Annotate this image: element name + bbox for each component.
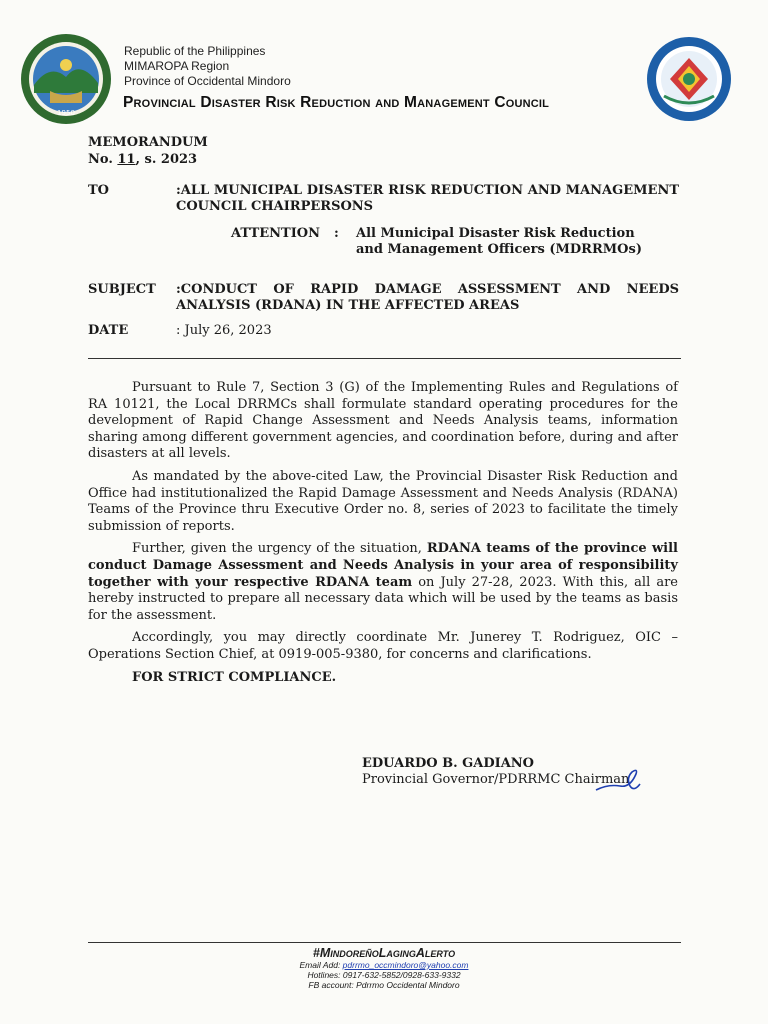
footer-hashtag: #MindoreñoLagingAlerto [312,946,456,960]
memo-number: No. 11, s. 2023 [88,152,198,167]
attention-colon: : [334,226,339,241]
memo-label: MEMORANDUM [88,135,208,150]
paragraph-3: Further, given the urgency of the situation, RDANA teams of the province will conduct Damage Assessment and Needs Analysis in your area of responsibility together with your respective RDANA team on July 27-28, 2023. With this, all are hereby instructed to prepare all necessary data which will be used by the teams as basis for the assessment. [88,541,678,623]
pdrrmc-logo [646,36,732,122]
to-value: :ALL MUNICIPAL DISASTER RISK REDUCTION AND MANAGEMENT COUNCIL CHAIRPERSONS [176,183,679,214]
email-link[interactable]: pdrrmo_occmindoro@yahoo.com [342,960,469,970]
signatory-name: EDUARDO B. GADIANO [362,756,535,771]
closing-line: FOR STRICT COMPLIANCE. [132,669,337,685]
paragraph-4: Accordingly, you may directly coordinate Mr. Junerey T. Rodriguez, OIC – Operations Section Chief, at 0919-005-9380, for concerns and clarifications. [88,630,678,662]
footer-hotlines: Hotlines: 0917-632-5852/0928-633-9332 [307,970,461,980]
attention-label: ATTENTION [231,226,321,241]
footer-email: Email Add: pdrrmo_occmindoro@yahoo.com [299,960,469,970]
footer-divider [88,942,681,943]
attention-value: All Municipal Disaster Risk Reduction and Management Officers (MDRRMOs) [356,226,642,257]
footer-fb: FB account: Pdrrmo Occidental Mindoro [308,980,460,990]
header-region: MIMAROPA Region [124,59,230,73]
header-divider [88,358,681,359]
provincial-seal-logo [20,33,112,125]
paragraph-1: Pursuant to Rule 7, Section 3 (G) of the Implementing Rules and Regulations of RA 10121, the Local DRRMCs shall formulate standard operating procedures for the development of Rapid Change Assessment and Needs Analysis teams, information sharing among different government agencies, and coordination before, during and after disasters at all levels. [88,380,678,462]
council-title: Provincial Disaster Risk Reduction and Management Council [123,94,550,111]
to-label: TO [88,183,109,198]
signature-mark [594,764,642,796]
svg-text:1950: 1950 [57,109,75,117]
header-province: Province of Occidental Mindoro [124,74,291,88]
subject-label: SUBJECT [88,282,156,297]
subject-value: :CONDUCT OF RAPID DAMAGE ASSESSMENT AND NEEDS ANALYSIS (RDANA) IN THE AFFECTED AREAS [176,282,679,313]
header-republic: Republic of the Philippines [124,44,266,58]
paragraph-2: As mandated by the above-cited Law, the Provincial Disaster Risk Reduction and Office had institutionalized the Rapid Damage Assessment and Needs Analysis (RDANA) Teams of the Province thru Executive Order no. 8, series of 2023 to facilitate the timely submission of reports. [88,468,678,534]
date-value: : July 26, 2023 [176,323,272,338]
signatory-title: Provincial Governor/PDRRMC Chairman [362,772,630,787]
date-label: DATE [88,323,129,338]
